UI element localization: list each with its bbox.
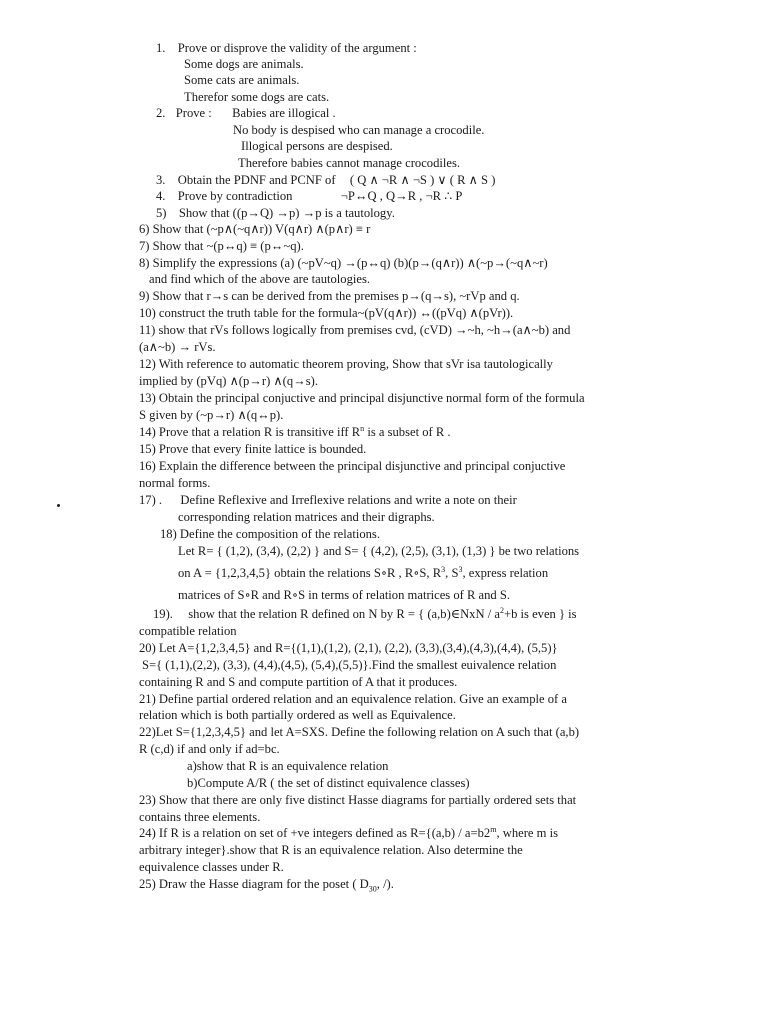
superscript: n xyxy=(360,423,365,433)
question-4 xyxy=(156,188,462,205)
question-16-cont: normal forms. xyxy=(139,476,211,490)
question-text-tail: , /). xyxy=(376,877,394,891)
question-17 xyxy=(139,492,517,509)
question-11: 11) show that rVs follows logically from premises cvd, (cVD) →~h, ~h→(a∧~b) and xyxy=(139,323,571,337)
question-21-cont: relation which is both partially ordered as well as Equivalence. xyxy=(139,708,456,722)
question-23-cont: contains three elements. xyxy=(139,810,261,824)
question-6: 6) Show that (~p∧(~q∧r)) V(q∧r) ∧(p∧r) ≡ r xyxy=(139,222,371,236)
question-23: 23) Show that there are only five distinct Hasse diagrams for partially ordered sets that xyxy=(139,793,577,807)
q4-formula: ¬P↔Q , Q→R , ¬R ∴ P xyxy=(340,189,463,203)
superscript: 2 xyxy=(499,605,504,615)
q2-line-4: Therefore babies cannot manage crocodiles. xyxy=(238,156,461,170)
question-19-cont: compatible relation xyxy=(139,624,237,638)
question-22: 22)Let S={1,2,3,4,5} and let A=SXS. Define the following relation on A such that (a,b) xyxy=(139,725,580,739)
question-10: 10) construct the truth table for the formula~(pV(q∧r)) ↔((pVq) ∧(pVr)). xyxy=(139,306,514,320)
question-22-part-a: a)show that R is an equivalence relation xyxy=(187,759,389,773)
question-number: 2. xyxy=(156,106,166,120)
question-11-cont: (a∧~b) → rVs. xyxy=(139,340,216,354)
question-24-line-2: arbitrary integer}.show that R is an equivalence relation. Also determine the xyxy=(139,843,523,857)
question-20: 20) Let A={1,2,3,4,5} and R={(1,1),(1,2), (2,1), (2,2), (3,3),(3,4),(4,3),(4,4), (5,5)} xyxy=(139,641,558,655)
question-text-tail: +b is even } is xyxy=(503,607,577,621)
question-20-line-2: S={ (1,1),(2,2), (3,3), (4,4),(4,5), (5,4),(5,5)}.Find the smallest euivalence relation xyxy=(142,658,557,672)
superscript: 3 xyxy=(458,564,463,574)
q1-premise-1: Some dogs are animals. xyxy=(184,57,304,71)
question-text: Obtain the PDNF and PCNF of xyxy=(177,173,336,187)
question-text-tail: , where m is xyxy=(496,826,558,840)
question-24 xyxy=(139,825,558,842)
q2-line-2: No body is despised who can manage a crocodile. xyxy=(233,123,485,137)
question-13-cont: S given by (~p→r) ∧(q↔p). xyxy=(139,408,284,422)
scan-speck xyxy=(57,504,60,507)
question-number: 1. xyxy=(156,41,166,55)
superscript: m xyxy=(490,824,497,834)
question-3 xyxy=(156,172,495,189)
question-12: 12) With reference to automatic theorem proving, Show that sVr isa tautologically xyxy=(139,357,553,371)
question-number: 19). xyxy=(153,607,173,621)
question-text: , S xyxy=(445,566,459,580)
question-text: Prove or disprove the validity of the argument : xyxy=(177,41,417,55)
question-12-cont: implied by (pVq) ∧(p→r) ∧(q→s). xyxy=(139,374,318,388)
question-text: on A = {1,2,3,4,5} obtain the relations S∘R , R∘S, R xyxy=(178,566,442,580)
question-18: 18) Define the composition of the relations. xyxy=(160,527,380,541)
question-text: , express relation xyxy=(462,566,549,580)
question-15: 15) Prove that every finite lattice is bounded. xyxy=(139,442,367,456)
question-17-cont: corresponding relation matrices and their digraphs. xyxy=(178,510,435,524)
question-16: 16) Explain the difference between the principal disjunctive and principal conjuctive xyxy=(139,459,566,473)
question-24-line-3: equivalence classes under R. xyxy=(139,860,284,874)
q3-formula: ( Q ∧ ¬R ∧ ¬S ) ∨ ( R ∧ S ) xyxy=(349,173,496,187)
q1-conclusion: Therefor some dogs are cats. xyxy=(184,90,330,104)
question-text: Define Reflexive and Irreflexive relations and write a note on their xyxy=(180,493,517,507)
question-number: 5) xyxy=(156,206,167,220)
question-7: 7) Show that ~(p↔q) ≡ (p↔~q). xyxy=(139,239,304,253)
q2-line-3: Illogical persons are despised. xyxy=(241,139,393,153)
question-8: 8) Simplify the expressions (a) (~pV~q) →(p↔q) (b)(p→(q∧r)) ∧(~p→(~q∧~r) xyxy=(139,256,548,270)
q2-label: Prove : xyxy=(175,106,212,120)
question-number: 3. xyxy=(156,173,166,187)
question-19 xyxy=(153,606,577,623)
q2-line-1: Babies are illogical . xyxy=(232,106,336,120)
question-18-line-4: matrices of S∘R and R∘S in terms of relation matrices of R and S. xyxy=(178,588,511,602)
question-text: 14) Prove that a relation R is transitive iff R xyxy=(139,425,361,439)
question-2 xyxy=(156,105,336,122)
question-1 xyxy=(156,40,417,57)
question-text: 24) If R is a relation on set of +ve integers defined as R={(a,b) / a=b2 xyxy=(139,826,491,840)
question-18-line-2: Let R= { (1,2), (3,4), (2,2) } and S= { (4,2), (2,5), (3,1), (1,3) } be two relations xyxy=(178,544,580,558)
question-text: 25) Draw the Hasse diagram for the poset ( D xyxy=(139,877,369,891)
question-22-part-b: b)Compute A/R ( the set of distinct equivalence classes) xyxy=(187,776,470,790)
question-number: 17) . xyxy=(139,493,163,507)
question-number: 4. xyxy=(156,189,166,203)
question-25 xyxy=(139,876,394,893)
question-text-tail: is a subset of R . xyxy=(364,425,451,439)
question-5 xyxy=(156,205,395,222)
question-text: show that the relation R defined on N by R = { (a,b)∈NxN / a xyxy=(188,607,500,621)
question-8-cont: and find which of the above are tautologies. xyxy=(149,272,371,286)
subscript: 30 xyxy=(368,884,377,894)
question-18-line-3 xyxy=(178,565,548,582)
superscript: 3 xyxy=(441,564,446,574)
question-14 xyxy=(139,424,451,441)
question-22-line-2: R (c,d) if and only if ad=bc. xyxy=(139,742,280,756)
question-text: Prove by contradiction xyxy=(177,189,293,203)
question-text: Show that ((p→Q) →p) →p is a tautology. xyxy=(178,206,395,220)
question-13: 13) Obtain the principal conjuctive and principal disjunctive normal form of the formula xyxy=(139,391,585,405)
question-21: 21) Define partial ordered relation and an equivalence relation. Give an example of a xyxy=(139,692,567,706)
question-9: 9) Show that r→s can be derived from the premises p→(q→s), ~rVp and q. xyxy=(139,289,520,303)
question-20-line-3: containing R and S and compute partition of A that it produces. xyxy=(139,675,458,689)
q1-premise-2: Some cats are animals. xyxy=(184,73,300,87)
